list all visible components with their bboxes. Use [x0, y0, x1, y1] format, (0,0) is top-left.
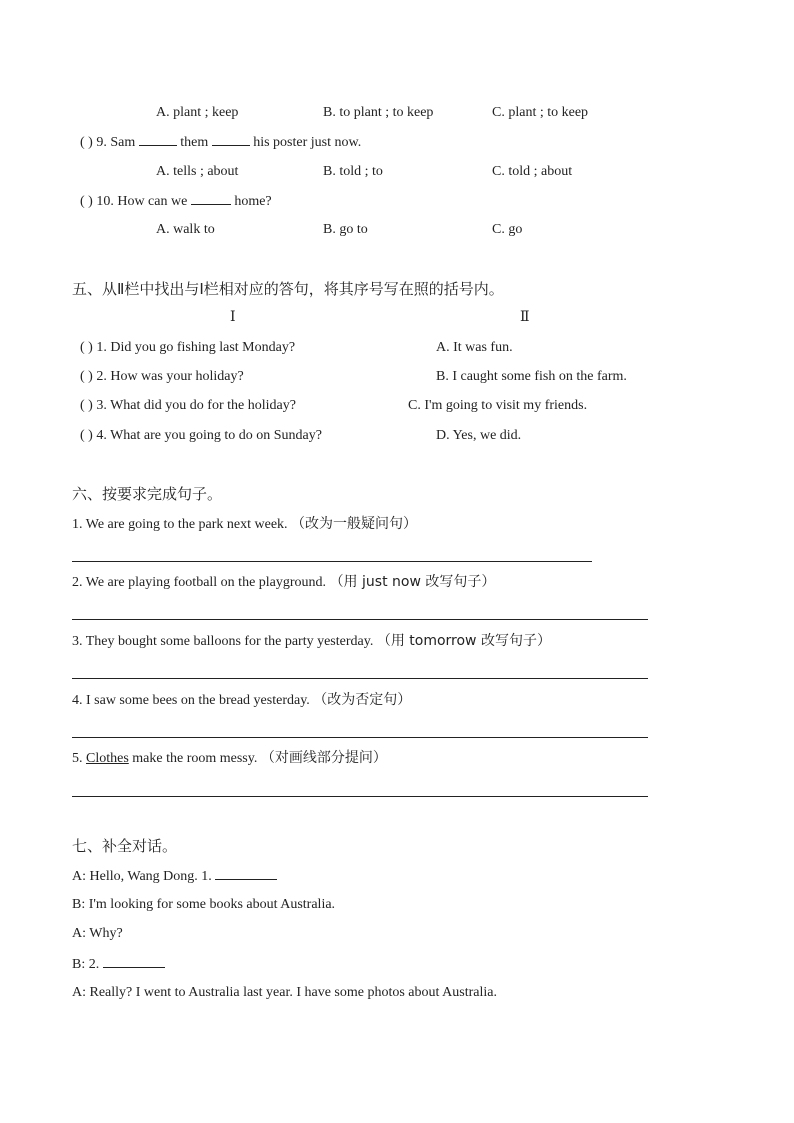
column-1-label: Ⅰ — [230, 310, 236, 325]
q10-option-b: B. go to — [323, 222, 368, 237]
match-row-3 — [80, 397, 296, 415]
fill-blank[interactable] — [191, 192, 231, 205]
dialogue-line-2: B: I'm looking for some books about Australia. — [72, 897, 336, 912]
question-number: 9. — [96, 135, 107, 150]
match-row-2 — [80, 368, 244, 386]
answer-line-5[interactable] — [72, 795, 648, 797]
match-row-1 — [80, 339, 295, 357]
rewrite-sentence: 1. We are going to the park next week. — [72, 517, 288, 532]
match-question: 3. What did you do for the holiday? — [96, 398, 296, 413]
rewrite-item-1 — [72, 515, 417, 534]
answer-paren: ( ) — [80, 340, 93, 355]
question-text-pre: How can we — [117, 194, 188, 209]
question-text-mid: them — [180, 135, 209, 150]
match-answer-c: C. I'm going to visit my friends. — [408, 398, 588, 413]
rewrite-sentence: 2. We are playing football on the playground. — [72, 575, 327, 590]
fill-blank[interactable] — [103, 955, 165, 968]
answer-line-1[interactable] — [72, 560, 592, 562]
rewrite-sentence-pre: 5. — [72, 751, 86, 766]
match-answer-a: A. It was fun. — [436, 340, 513, 355]
fill-blank[interactable] — [212, 133, 250, 146]
match-answer-d: D. Yes, we did. — [436, 428, 522, 443]
section-5-title: 五、从Ⅱ栏中找出与Ⅰ栏相对应的答句，将其序号写在照的括号内。 — [72, 280, 504, 298]
column-2-label: Ⅱ — [520, 310, 530, 325]
match-answer-b: B. I caught some fish on the farm. — [436, 369, 627, 384]
dialogue-line-5: A: Really? I went to Australia last year. I have some photos about Australia. — [72, 985, 497, 1000]
rewrite-item-4 — [72, 691, 411, 710]
answer-paren: ( ) — [80, 369, 93, 384]
match-row-4 — [80, 427, 322, 445]
dialogue-text: B: 2. — [72, 957, 100, 972]
rewrite-instruction: （用 tomorrow 改写句子） — [376, 633, 551, 649]
rewrite-sentence-post: make the room messy. — [128, 751, 258, 766]
section-7-title: 七、补全对话。 — [72, 837, 178, 855]
question-text-post: his poster just now. — [253, 135, 362, 150]
match-question: 2. How was your holiday? — [96, 369, 244, 384]
answer-line-2[interactable] — [72, 618, 648, 620]
rewrite-sentence: 3. They bought some balloons for the party yesterday. — [72, 634, 374, 649]
question-9 — [80, 133, 361, 152]
rewrite-sentence: 4. I saw some bees on the bread yesterday. — [72, 693, 310, 708]
dialogue-text: A: Hello, Wang Dong. 1. — [72, 869, 212, 884]
match-question: 1. Did you go fishing last Monday? — [96, 340, 296, 355]
section-6-title: 六、按要求完成句子。 — [72, 485, 223, 503]
fill-blank[interactable] — [139, 133, 177, 146]
q8-option-a: A. plant ; keep — [156, 105, 239, 120]
q8-option-c: C. plant ; to keep — [492, 105, 589, 120]
answer-paren: ( ) — [80, 135, 93, 150]
q10-option-a: A. walk to — [156, 222, 215, 237]
rewrite-item-2 — [72, 573, 495, 592]
rewrite-instruction: （用 just now 改写句子） — [329, 574, 496, 590]
answer-line-4[interactable] — [72, 736, 648, 738]
q9-option-b: B. told ; to — [323, 164, 383, 179]
question-text-post: home? — [234, 194, 272, 209]
dialogue-line-3: A: Why? — [72, 926, 123, 941]
q9-option-a: A. tells ; about — [156, 164, 239, 179]
answer-line-3[interactable] — [72, 677, 648, 679]
question-number: 10. — [96, 194, 114, 209]
match-question: 4. What are you going to do on Sunday? — [96, 428, 322, 443]
question-text-pre: Sam — [110, 135, 136, 150]
underlined-word: Clothes — [86, 751, 129, 766]
answer-paren: ( ) — [80, 428, 93, 443]
answer-paren: ( ) — [80, 194, 93, 209]
dialogue-line-4 — [72, 955, 165, 974]
fill-blank[interactable] — [215, 867, 277, 880]
dialogue-line-1 — [72, 867, 277, 886]
answer-paren: ( ) — [80, 398, 93, 413]
rewrite-instruction: （改为否定句） — [313, 692, 412, 708]
rewrite-instruction: （对画线部分提问） — [260, 750, 387, 766]
q10-option-c: C. go — [492, 222, 523, 237]
rewrite-instruction: （改为一般疑问句） — [291, 516, 418, 532]
q9-option-c: C. told ; about — [492, 164, 573, 179]
q8-option-b: B. to plant ; to keep — [323, 105, 434, 120]
rewrite-item-5 — [72, 749, 387, 768]
question-10 — [80, 192, 272, 211]
rewrite-item-3 — [72, 632, 551, 651]
